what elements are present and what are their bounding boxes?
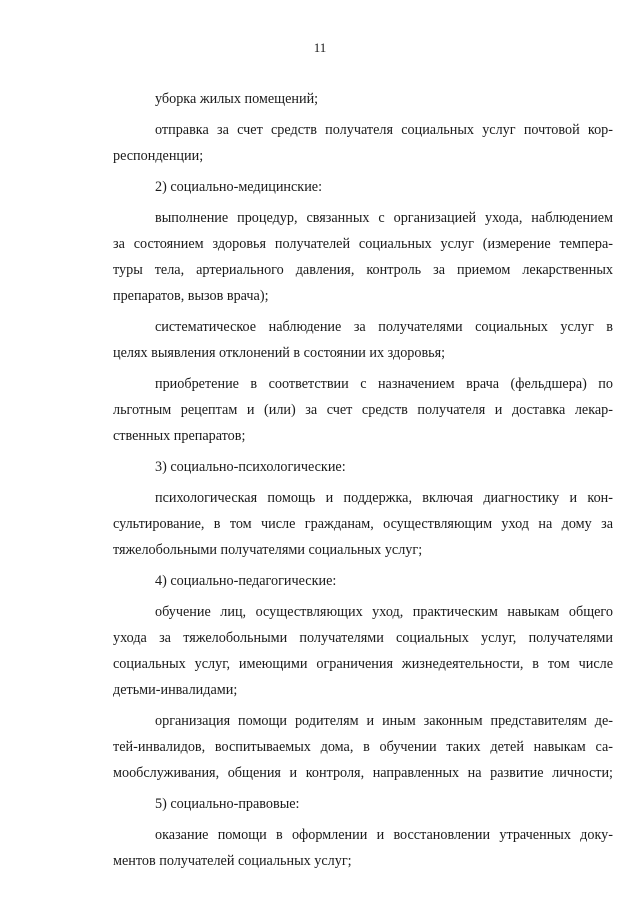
text-line: детьми-инвалидами;: [113, 682, 238, 698]
text-line: препаратов, вызов врача);: [113, 288, 269, 304]
text-line: оказание помощи в оформлении и восстановлении утраченных доку-: [155, 827, 613, 843]
text-line: целях выявления отклонений в состоянии их здоровья;: [113, 345, 446, 361]
text-line: респонденции;: [113, 148, 204, 164]
text-line: систематическое наблюдение за получателями социальных услуг в: [155, 319, 613, 335]
text-line: сультирование, в том числе гражданам, осуществляющим уход на дому за: [113, 516, 613, 532]
text-line: обучение лиц, осуществляющих уход, практическим навыкам общего: [155, 604, 613, 620]
text-line: туры тела, артериального давления, контроль за приемом лекарственных: [113, 262, 613, 278]
text-line: уборка жилых помещений;: [155, 91, 319, 107]
section-heading: 4) социально-педагогические:: [155, 573, 337, 589]
section-heading: 5) социально-правовые:: [155, 796, 300, 812]
text-line: тяжелобольными получателями социальных услуг;: [113, 542, 423, 558]
text-line: социальных услуг, имеющими ограничения жизнедеятельности, в том числе: [113, 656, 613, 672]
text-line: приобретение в соответствии с назначением врача (фельдшера) по: [155, 376, 613, 392]
page-body: [113, 86, 613, 874]
section-heading: 2) социально-медицинские:: [155, 179, 323, 195]
section-heading: 3) социально-психологические:: [155, 459, 346, 475]
text-line: ственных препаратов;: [113, 428, 246, 444]
text-line: за состоянием здоровья получателей социальных услуг (измерение темпера-: [113, 236, 613, 252]
text-line: организация помощи родителям и иным законным представителям де-: [155, 713, 613, 729]
text-line: тей-инвалидов, воспитываемых дома, в обучении таких детей навыкам са-: [113, 739, 613, 755]
text-line: ментов получателей социальных услуг;: [113, 853, 352, 869]
text-line: психологическая помощь и поддержка, включая диагностику и кон-: [155, 490, 613, 506]
text-line: выполнение процедур, связанных с организацией ухода, наблюдением: [155, 210, 613, 226]
text-line: льготным рецептам и (или) за счет средств получателя и доставка лекар-: [113, 402, 613, 418]
text-line: отправка за счет средств получателя социальных услуг почтовой кор-: [155, 122, 613, 138]
page-number: 11: [313, 40, 327, 55]
text-line: ухода за тяжелобольными получателями социальных услуг, получателями: [113, 630, 613, 646]
text-line: мообслуживания, общения и контроля, направленных на развитие личности;: [113, 765, 613, 781]
